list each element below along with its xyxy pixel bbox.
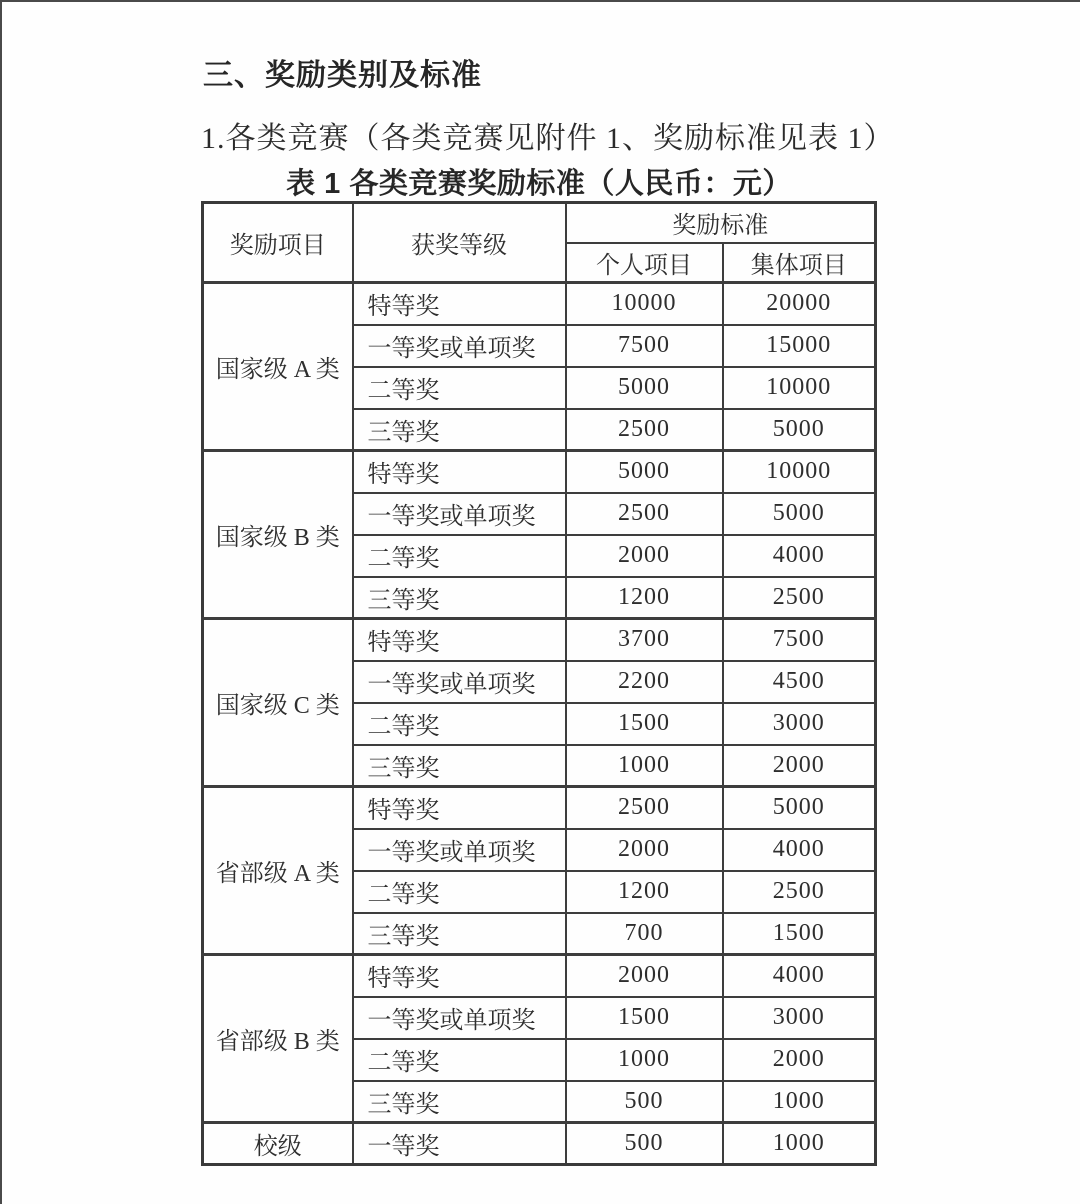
individual-amount-cell: 1500 [566,997,723,1039]
scan-edge-top [0,0,1080,2]
team-amount-cell: 7500 [723,619,876,661]
team-amount-cell: 3000 [723,703,876,745]
individual-amount-cell: 2000 [566,535,723,577]
table-body [203,283,876,1165]
level-cell: 三等奖 [353,745,566,787]
level-cell: 三等奖 [353,1081,566,1123]
individual-amount-cell: 2000 [566,829,723,871]
award-standards-table [201,201,877,1166]
scan-edge-left [0,0,2,1204]
team-amount-cell: 4000 [723,955,876,997]
table-row [203,787,876,829]
individual-amount-cell: 1500 [566,703,723,745]
individual-amount-cell: 1200 [566,871,723,913]
team-amount-cell: 10000 [723,367,876,409]
team-amount-cell: 1500 [723,913,876,955]
team-amount-cell: 3000 [723,997,876,1039]
individual-amount-cell: 1200 [566,577,723,619]
team-amount-cell: 5000 [723,493,876,535]
level-cell: 特等奖 [353,619,566,661]
individual-amount-cell: 500 [566,1081,723,1123]
level-cell: 一等奖或单项奖 [353,661,566,703]
individual-amount-cell: 1000 [566,1039,723,1081]
team-amount-cell: 4000 [723,535,876,577]
team-amount-cell: 10000 [723,451,876,493]
individual-amount-cell: 7500 [566,325,723,367]
team-amount-cell: 20000 [723,283,876,325]
individual-amount-cell: 700 [566,913,723,955]
level-cell: 一等奖或单项奖 [353,493,566,535]
project-cell: 省部级 B 类 [203,955,353,1123]
level-cell: 特等奖 [353,955,566,997]
level-cell: 一等奖或单项奖 [353,325,566,367]
level-cell: 二等奖 [353,703,566,745]
level-cell: 一等奖或单项奖 [353,829,566,871]
individual-amount-cell: 3700 [566,619,723,661]
team-amount-cell: 2000 [723,1039,876,1081]
level-cell: 三等奖 [353,577,566,619]
team-amount-cell: 15000 [723,325,876,367]
individual-amount-cell: 1000 [566,745,723,787]
level-cell: 二等奖 [353,1039,566,1081]
level-cell: 一等奖或单项奖 [353,997,566,1039]
header-team: 集体项目 [723,243,876,283]
individual-amount-cell: 500 [566,1123,723,1165]
project-cell: 国家级 C 类 [203,619,353,787]
table-title: 表 1 各类竞赛奖励标准（人民币：元） [286,168,792,200]
level-cell: 二等奖 [353,367,566,409]
header-project: 奖励项目 [203,203,353,283]
header-level: 获奖等级 [353,203,566,283]
team-amount-cell: 2500 [723,577,876,619]
individual-amount-cell: 5000 [566,367,723,409]
individual-amount-cell: 10000 [566,283,723,325]
project-cell: 国家级 B 类 [203,451,353,619]
level-cell: 二等奖 [353,535,566,577]
table-row [203,955,876,997]
individual-amount-cell: 2200 [566,661,723,703]
table-row [203,1123,876,1165]
individual-amount-cell: 2000 [566,955,723,997]
header-row-1 [203,203,876,243]
individual-amount-cell: 2500 [566,409,723,451]
individual-amount-cell: 2500 [566,493,723,535]
team-amount-cell: 4500 [723,661,876,703]
level-cell: 二等奖 [353,871,566,913]
table-row [203,451,876,493]
team-amount-cell: 2000 [723,745,876,787]
header-standard: 奖励标准 [566,203,876,243]
team-amount-cell: 5000 [723,787,876,829]
level-cell: 一等奖 [353,1123,566,1165]
team-amount-cell: 1000 [723,1123,876,1165]
table-row [203,283,876,325]
individual-amount-cell: 5000 [566,451,723,493]
team-amount-cell: 2500 [723,871,876,913]
individual-amount-cell: 2500 [566,787,723,829]
level-cell: 特等奖 [353,283,566,325]
level-cell: 特等奖 [353,787,566,829]
team-amount-cell: 5000 [723,409,876,451]
team-amount-cell: 4000 [723,829,876,871]
project-cell: 校级 [203,1123,353,1165]
list-item-competitions: 1.各类竞赛（各类竞赛见附件 1、奖励标准见表 1） [201,122,895,155]
level-cell: 三等奖 [353,913,566,955]
section-heading: 三、奖励类别及标准 [203,59,482,92]
project-cell: 国家级 A 类 [203,283,353,451]
level-cell: 特等奖 [353,451,566,493]
level-cell: 三等奖 [353,409,566,451]
header-individual: 个人项目 [566,243,723,283]
team-amount-cell: 1000 [723,1081,876,1123]
table-row [203,619,876,661]
project-cell: 省部级 A 类 [203,787,353,955]
